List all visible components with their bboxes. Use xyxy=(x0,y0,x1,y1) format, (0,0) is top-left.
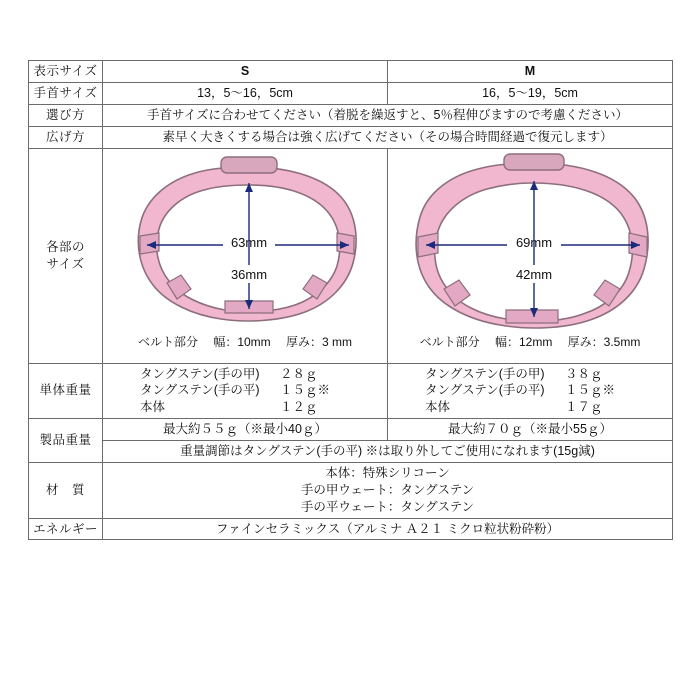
unit-weight-m-name-3: 本体 xyxy=(425,400,451,415)
row-label-material: 材 質 xyxy=(29,462,103,518)
belt-spec-s xyxy=(107,331,383,354)
table-row xyxy=(29,441,673,463)
unit-weight-m-line-3 xyxy=(392,399,668,416)
unit-weight-s-name-2: タングステン(手の平) xyxy=(140,383,260,398)
cell-display-size-s: S xyxy=(103,61,388,83)
cell-figure-m xyxy=(388,148,673,363)
row-label-wrist-size: 手首サイズ xyxy=(29,82,103,104)
belt-width-m: 幅：12mm xyxy=(494,334,553,349)
cell-wrist-size-m: 16，5〜19，5cm xyxy=(388,82,673,104)
specification-table xyxy=(28,60,673,540)
unit-weight-s-line-1 xyxy=(107,366,383,383)
unit-weight-s-line-2 xyxy=(107,382,383,399)
cell-energy: ファインセラミックス（アルミナ Ａ２１ ミクロ粒状粉砕粉） xyxy=(103,518,673,540)
unit-weight-m-value-1: ３８ｇ xyxy=(565,366,603,381)
table-row xyxy=(29,462,673,518)
cell-wrist-size-s: 13，5〜16，5cm xyxy=(103,82,388,104)
table-row xyxy=(29,363,673,419)
cell-unit-weight-m xyxy=(388,363,673,419)
row-label-energy: エネルギー xyxy=(29,518,103,540)
row-label-product-weight: 製品重量 xyxy=(29,419,103,463)
table-row xyxy=(29,148,673,363)
cell-product-weight-m: 最大約７０ｇ（※最小55ｇ） xyxy=(388,419,673,441)
unit-weight-s-line-3 xyxy=(107,399,383,416)
row-label-unit-weight: 単体重量 xyxy=(29,363,103,419)
table-row xyxy=(29,419,673,441)
table-row xyxy=(29,104,673,126)
material-line-3: 手の平ウェート：タングステン xyxy=(300,499,475,514)
belt-prefix-m: ベルト部分 xyxy=(419,334,480,349)
dim-width-m: 69mm xyxy=(515,234,553,250)
unit-weight-m-value-3: １７ｇ xyxy=(565,400,603,415)
belt-thickness-m: 厚み：3.5mm xyxy=(567,334,641,349)
belt-width-s: 幅：10mm xyxy=(213,334,271,349)
cell-product-weight-note: 重量調節はタングステン(手の平) ※は取り外してご使用になれます(15g減) xyxy=(103,441,673,463)
cell-product-weight-s: 最大約５５ｇ（※最小40ｇ） xyxy=(103,419,388,441)
unit-weight-s-value-2: １５ｇ※ xyxy=(280,383,331,398)
unit-weight-s-name-1: タングステン(手の甲) xyxy=(140,366,260,381)
unit-weight-s-value-3: １２ｇ xyxy=(280,400,318,415)
unit-weight-m-line-1 xyxy=(392,366,668,383)
cell-figure-s xyxy=(103,148,388,363)
table-row xyxy=(29,61,673,83)
cell-display-size-m: M xyxy=(388,61,673,83)
ring-figure-m xyxy=(392,153,668,359)
cell-how-to-choose: 手首サイズに合わせてください（着脱を繰返すと、5％程伸びますので考慮ください） xyxy=(103,104,673,126)
cell-how-to-spread: 素早く大きくする場合は強く広げてください（その場合時間経過で復元します） xyxy=(103,126,673,148)
ring-diagram-s-svg xyxy=(107,153,390,331)
cell-material xyxy=(103,462,673,518)
unit-weight-s-name-3: 本体 xyxy=(140,400,166,415)
table-row xyxy=(29,82,673,104)
unit-weight-m-name-1: タングステン(手の甲) xyxy=(425,366,545,381)
row-label-display-size: 表示サイズ xyxy=(29,61,103,83)
material-line-2: 手の甲ウェート：タングステン xyxy=(300,482,475,497)
belt-thickness-s: 厚み：3 mm xyxy=(286,334,353,349)
row-label-parts-size-line1: 各部の xyxy=(45,239,85,254)
material-line-1: 本体：特殊シリコーン xyxy=(325,465,450,480)
table-row xyxy=(29,518,673,540)
table-row xyxy=(29,126,673,148)
row-label-parts-size xyxy=(29,148,103,363)
belt-prefix-s: ベルト部分 xyxy=(137,334,198,349)
dim-height-s: 36mm xyxy=(230,266,268,282)
ring-diagram-m-svg xyxy=(392,153,675,331)
row-label-how-to-choose: 選び方 xyxy=(29,104,103,126)
row-label-how-to-spread: 広げ方 xyxy=(29,126,103,148)
belt-spec-m xyxy=(392,331,668,354)
unit-weight-m-name-2: タングステン(手の平) xyxy=(425,383,545,398)
unit-weight-m-value-2: １５ｇ※ xyxy=(565,383,616,398)
unit-weight-m-line-2 xyxy=(392,382,668,399)
cell-unit-weight-s xyxy=(103,363,388,419)
dim-width-s: 63mm xyxy=(230,234,268,250)
ring-figure-s xyxy=(107,153,383,359)
unit-weight-s-value-1: ２８ｇ xyxy=(280,366,318,381)
dim-height-m: 42mm xyxy=(515,266,553,282)
row-label-parts-size-line2: サイズ xyxy=(46,256,85,271)
